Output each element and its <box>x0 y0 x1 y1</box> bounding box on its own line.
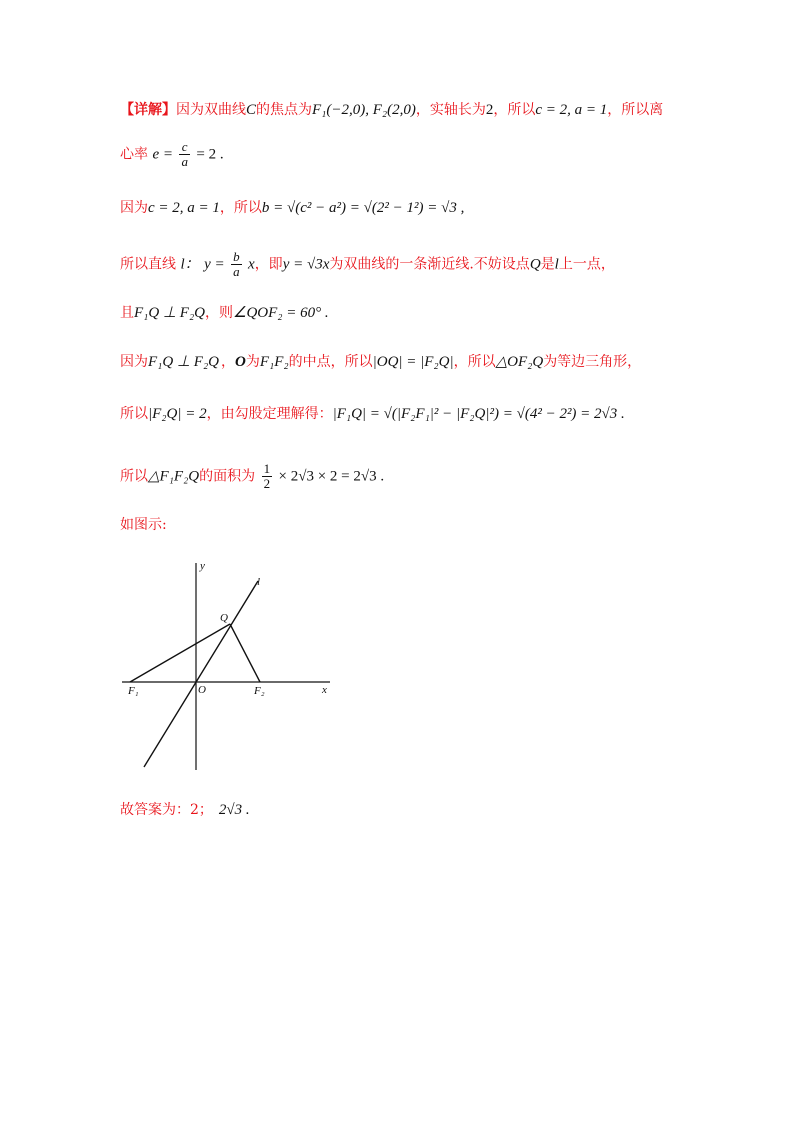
text: ，所以 <box>493 102 536 118</box>
math-Q: Q <box>529 256 541 273</box>
text: ，所以离 <box>607 102 664 118</box>
line-1 <box>120 100 663 120</box>
numerator: 1 <box>263 461 271 476</box>
line-4 <box>120 250 615 279</box>
text: ，则 <box>205 305 233 321</box>
fraction-b-over-a <box>231 250 242 279</box>
line-9 <box>120 515 167 535</box>
math-ca: c = 2, a = 1 <box>535 102 608 118</box>
math-F2Q-eq: |F₂Q| = 2 <box>148 406 207 422</box>
text: 为等边三角形， <box>543 354 642 370</box>
line-2 <box>120 140 224 169</box>
math-O: O <box>235 354 246 370</box>
math-two: 2 <box>485 102 494 118</box>
text: 因为 <box>120 354 148 370</box>
line-5 <box>120 303 329 323</box>
text: 所以直线 <box>120 256 181 273</box>
fraction-one-half <box>262 462 273 491</box>
math-ca: c = 2, a = 1 <box>148 200 220 216</box>
text: 因为双曲线 <box>176 102 246 118</box>
detail-tag: 【详解】 <box>120 102 176 118</box>
text: 为 <box>245 354 260 370</box>
math-y-sqrt: y = √3x <box>282 256 330 273</box>
text: ， <box>221 354 235 370</box>
text: 如图示: <box>120 517 167 533</box>
text: 是 <box>540 256 555 273</box>
denominator: 2 <box>263 476 271 491</box>
text: 的焦点为 <box>256 102 313 118</box>
label-l: l <box>257 576 261 588</box>
line-8 <box>120 462 384 491</box>
math-y-rhs: x <box>248 256 255 273</box>
denominator: a <box>233 264 240 279</box>
hyperbola-figure <box>120 555 340 775</box>
math-tri-OF2Q: △OF₂Q <box>495 354 544 370</box>
numerator: b <box>233 249 240 264</box>
label-O: O <box>198 684 206 696</box>
text: 故答案为：2； <box>120 802 213 818</box>
text: ，即 <box>254 256 283 273</box>
text: 所以 <box>120 406 148 422</box>
line-6 <box>120 352 641 372</box>
text: 且 <box>120 305 134 321</box>
segment-F2Q <box>230 624 260 682</box>
text: 的面积为 <box>199 468 256 485</box>
math-tri-F1F2Q: △F₁F₂Q <box>148 468 200 485</box>
math-foci: F₁(−2,0), F₂(2,0) <box>312 102 416 118</box>
math-e-lhs: e = <box>152 146 173 163</box>
math-b-eq: b = √(c² − a²) = √(2² − 1²) = √3 , <box>261 200 465 216</box>
text: ，实轴长为 <box>415 102 486 118</box>
fraction-c-over-a <box>179 140 190 169</box>
math-y-lhs: y = <box>204 256 225 273</box>
math-perp: F₁Q ⊥ F₂Q <box>134 305 205 321</box>
text: 上一点， <box>558 256 615 273</box>
text: 心率 <box>120 146 148 163</box>
text: ，所以 <box>453 354 496 370</box>
line-7 <box>120 404 625 424</box>
math-e-rhs: = 2 . <box>196 146 224 163</box>
math-F1Q-eq: |F₁Q| = √(|F₂F₁|² − |F₂Q|²) = √(4² − 2²) = 2√3 . <box>332 406 625 422</box>
line-10 <box>120 800 250 820</box>
label-Q: Q <box>220 612 228 624</box>
label-x: x <box>322 684 327 696</box>
label-F1: F₁ <box>128 685 139 697</box>
math-C: C <box>246 102 257 118</box>
denominator: a <box>181 154 188 169</box>
text: 所以 <box>120 468 148 485</box>
numerator: c <box>179 140 190 155</box>
math-l: l <box>554 256 559 273</box>
asymptote-l <box>144 581 258 767</box>
segment-F1Q <box>130 624 230 682</box>
text: ，由勾股定理解得： <box>206 406 333 422</box>
line-3 <box>120 198 464 218</box>
math-angle: ∠QOF₂ = 60° . <box>233 305 329 321</box>
math-perp: F₁Q ⊥ F₂Q <box>148 354 219 370</box>
label-F2: F₂ <box>254 685 265 697</box>
text: 因为 <box>120 200 148 216</box>
math-OQ-eq: |OQ| = |F₂Q| <box>372 354 454 370</box>
text: ，所以 <box>219 200 262 216</box>
text: 为双曲线的一条渐近线.不妨设点 <box>329 256 530 273</box>
math-answer: 2√3 . <box>218 802 250 818</box>
math-F1F2: F₁F₂ <box>259 354 289 370</box>
math-l-label: l： <box>180 256 200 273</box>
label-y: y <box>200 560 205 572</box>
text: 的中点，所以 <box>288 354 373 370</box>
math-area-rhs: × 2√3 × 2 = 2√3 . <box>278 468 385 485</box>
